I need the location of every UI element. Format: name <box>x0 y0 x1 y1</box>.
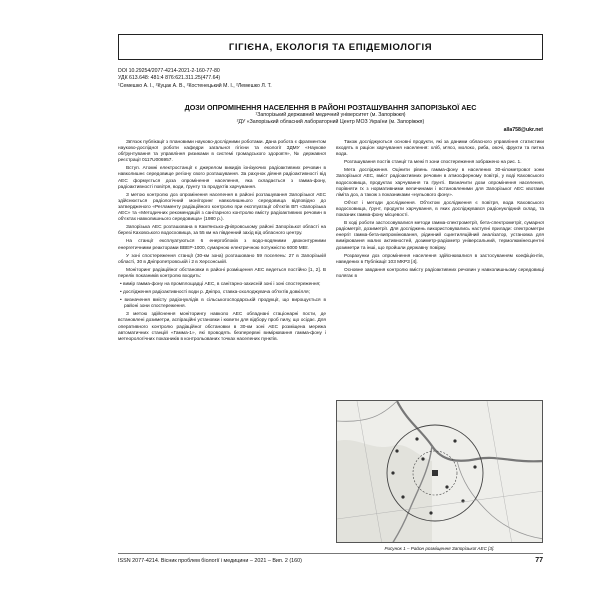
journal-info: ISSN 2077-4214. Вісник проблем біології і медицини – 2021 – Вип. 2 (160) <box>118 558 302 564</box>
paragraph: Розрахунки доз опромінення населення здійснювалися в застосуванням коефіцієнтів, наведених в Публікації 103 МКРЗ [4]. <box>336 253 544 265</box>
page-number: 77 <box>535 557 543 564</box>
article-title: ДОЗИ ОПРОМІНЕННЯ НАСЕЛЕННЯ В РАЙОНІ РОЗТАШУВАННЯ ЗАПОРІЗЬКОЇ АЕС <box>184 103 477 112</box>
affiliation-1: ¹Запорізький державний медичний університет (м. Запоріжжя) <box>255 112 406 118</box>
paragraph: Мета дослідження. Оцінити рівень гамма-фону в населених 30-кілометрової зони Запорізької АЕС, вміст радіоактивних речовин в атмосферному повітрі, у воді Каховського водосховища, продуктах харчування та ґрунті. Визначити дози опромінення населення, порівняти їх з нормативними величинами і встановленими для Запорізької АЕС квотами ліміта доз, а також з показниками «нульового фону». <box>336 168 544 198</box>
paragraph: Також досліджуються основні продукти, які за даними обласного управління статистики входять в раціон харчування населення: хліб, м'ясо, молоко, риба, овочі, фрукти та питна вода. <box>336 140 544 158</box>
figure-caption: Рисунок 1 – Район розміщення Запорізької АЕС [3]. <box>384 546 495 551</box>
section-header <box>118 34 543 60</box>
doi: DOI 10.29254/2077-4214-2021-2-160-77-80 <box>118 68 220 74</box>
paragraph: В ході роботи застосовувалися методи гамма-спектрометрії, бета-спектрометрії, сумарної радіометрії, дозиметрії. Для досліджень використовувались наступні прилади: спектрометри енергії гамма-бета-випромінювання, рідинний сцинтиляційний аналізатор, установка для вимірювання малих активностей, дозиметр-радіометр універсальний, термолюмінесцентні дозиметри та інші, що пройшли державну повірку. <box>336 221 544 251</box>
list-item: • визначення вмісту радіонуклідів в сільськогосподарській продукції, що вирощується в районі зони спостереження. <box>120 298 326 310</box>
paragraph: Вступ. Атомні електростанції є джерелом викидів іонізуючих радіоактивних речовин в навколишнє середовище регіону свого розташування. За рахунок діяння радіоактивності від АЕС формується доза опромінення населення, яка складається з гамма-фону, радіоактивності повітря, води, ґрунту та продуктів харчування. <box>118 166 326 190</box>
left-column <box>118 140 326 345</box>
affiliation-2: ²ДУ «Запорізький обласний лабораторний Центр МОЗ України (м. Запоріжжя) <box>236 119 425 125</box>
footer-divider <box>118 553 543 554</box>
paragraph: Розташування постів станції та межі її зони спостереження зображено на рис. 1. <box>344 160 522 166</box>
paragraph: Моніторинг радіаційної обстановки в районі розміщення АЕС ведеться постійно [1, 2]. В перелік показників контролю входить: <box>118 267 326 279</box>
paragraph: Запорізька АЕС розташована в Кам'янсько-Дніпровському районі Запорізької області на березі Каховського водосховища, за 55 км на південний захід від обласного центру. <box>118 225 326 237</box>
figure-map <box>336 400 543 543</box>
paragraph: Основне завдання контролю вмісту радіоактивних речовин у навколишньому середовищі полягає в <box>336 267 544 279</box>
section-title: ГІГІЄНА, ЕКОЛОГІЯ ТА ЕПІДЕМІОЛОГІЯ <box>228 41 433 53</box>
udc: УДК 613.648: 481:4 876:621.311.25(477.64) <box>118 75 221 81</box>
map-graphic <box>337 401 543 543</box>
paragraph: З метою контролю доз опромінення населення в районі розташування Запорізької АЕС здійснюється радіологічний моніторинг навколишнього середовища відповідно до затвердженого «Регламенту радіаційного контролю при експлуатації об'єктів ВП «Запорізька АЕС» та «Методичних рекомендацій з санітарного контролю вмісту радіоактивних речовин в об'єктах навколишнього середовища» (1980 р.). <box>118 192 326 223</box>
author-email: alla758@ukr.net <box>503 127 543 133</box>
authors: ¹Семешко А. І., ²Куцак А. В., ²Костенецький М. І., ²Лемешко Л. Т. <box>118 83 272 89</box>
list-item: • дослідження радіоактивності води р. Дніпро, ставка-охолоджувача об'єктів довкілля; <box>120 290 310 296</box>
paragraph: У зоні спостереження станції (30-км зона) розташовано 59 поселень: 27 в Запорізькій області, 30 в Дніпропетровській і 2 в Херсонській. <box>118 253 326 265</box>
paragraph: З метою здійснення моніторингу навколо АЕС обладнані стаціонарні пости, де встановлені дозиметри, аспіраційні установки і кювети для відбору проб пилу, що осідає. Для оперативного контролю радіаційної обстановки в 30-км зоні АЕС розміщена мережа автоматичних станцій «Гамма-1», які проводять безперервні вимірювання гамма-фону і метеорологічних показників в контрольованих точках населених пунктів. <box>118 312 326 342</box>
paragraph: На станції експлуатуються 6 енергоблоків з водо-водяними двоконтурними енергетичними реакторами ВВЕР-1000, сумарною електричною потужністю 6000 МВт. <box>118 239 326 251</box>
paragraph: Об'єкт і методи дослідження. Об'єктом дослідження є повітря, вода Каховського водосховища, ґрунт, продукти харчування, в яких досліджувався радіонуклідний склад, та показник гамма-фону місцевості. <box>336 200 544 219</box>
right-column <box>336 140 544 282</box>
list-item: • вимір гамма-фону на промплощадці АЕС, в санітарно-захисній зоні і зоні спостереження; <box>120 281 321 287</box>
paragraph: Зв'язок публікації з плановими науково-дослідними роботами. Дана робота є фрагментом науково-дослідної роботи кафедри загальної гігієни та екології ЗДМУ «Наукове обґрунтування та управління ризиками в системі громадського здоров'я», № державної реєстрації 0117U006957. <box>118 140 326 164</box>
